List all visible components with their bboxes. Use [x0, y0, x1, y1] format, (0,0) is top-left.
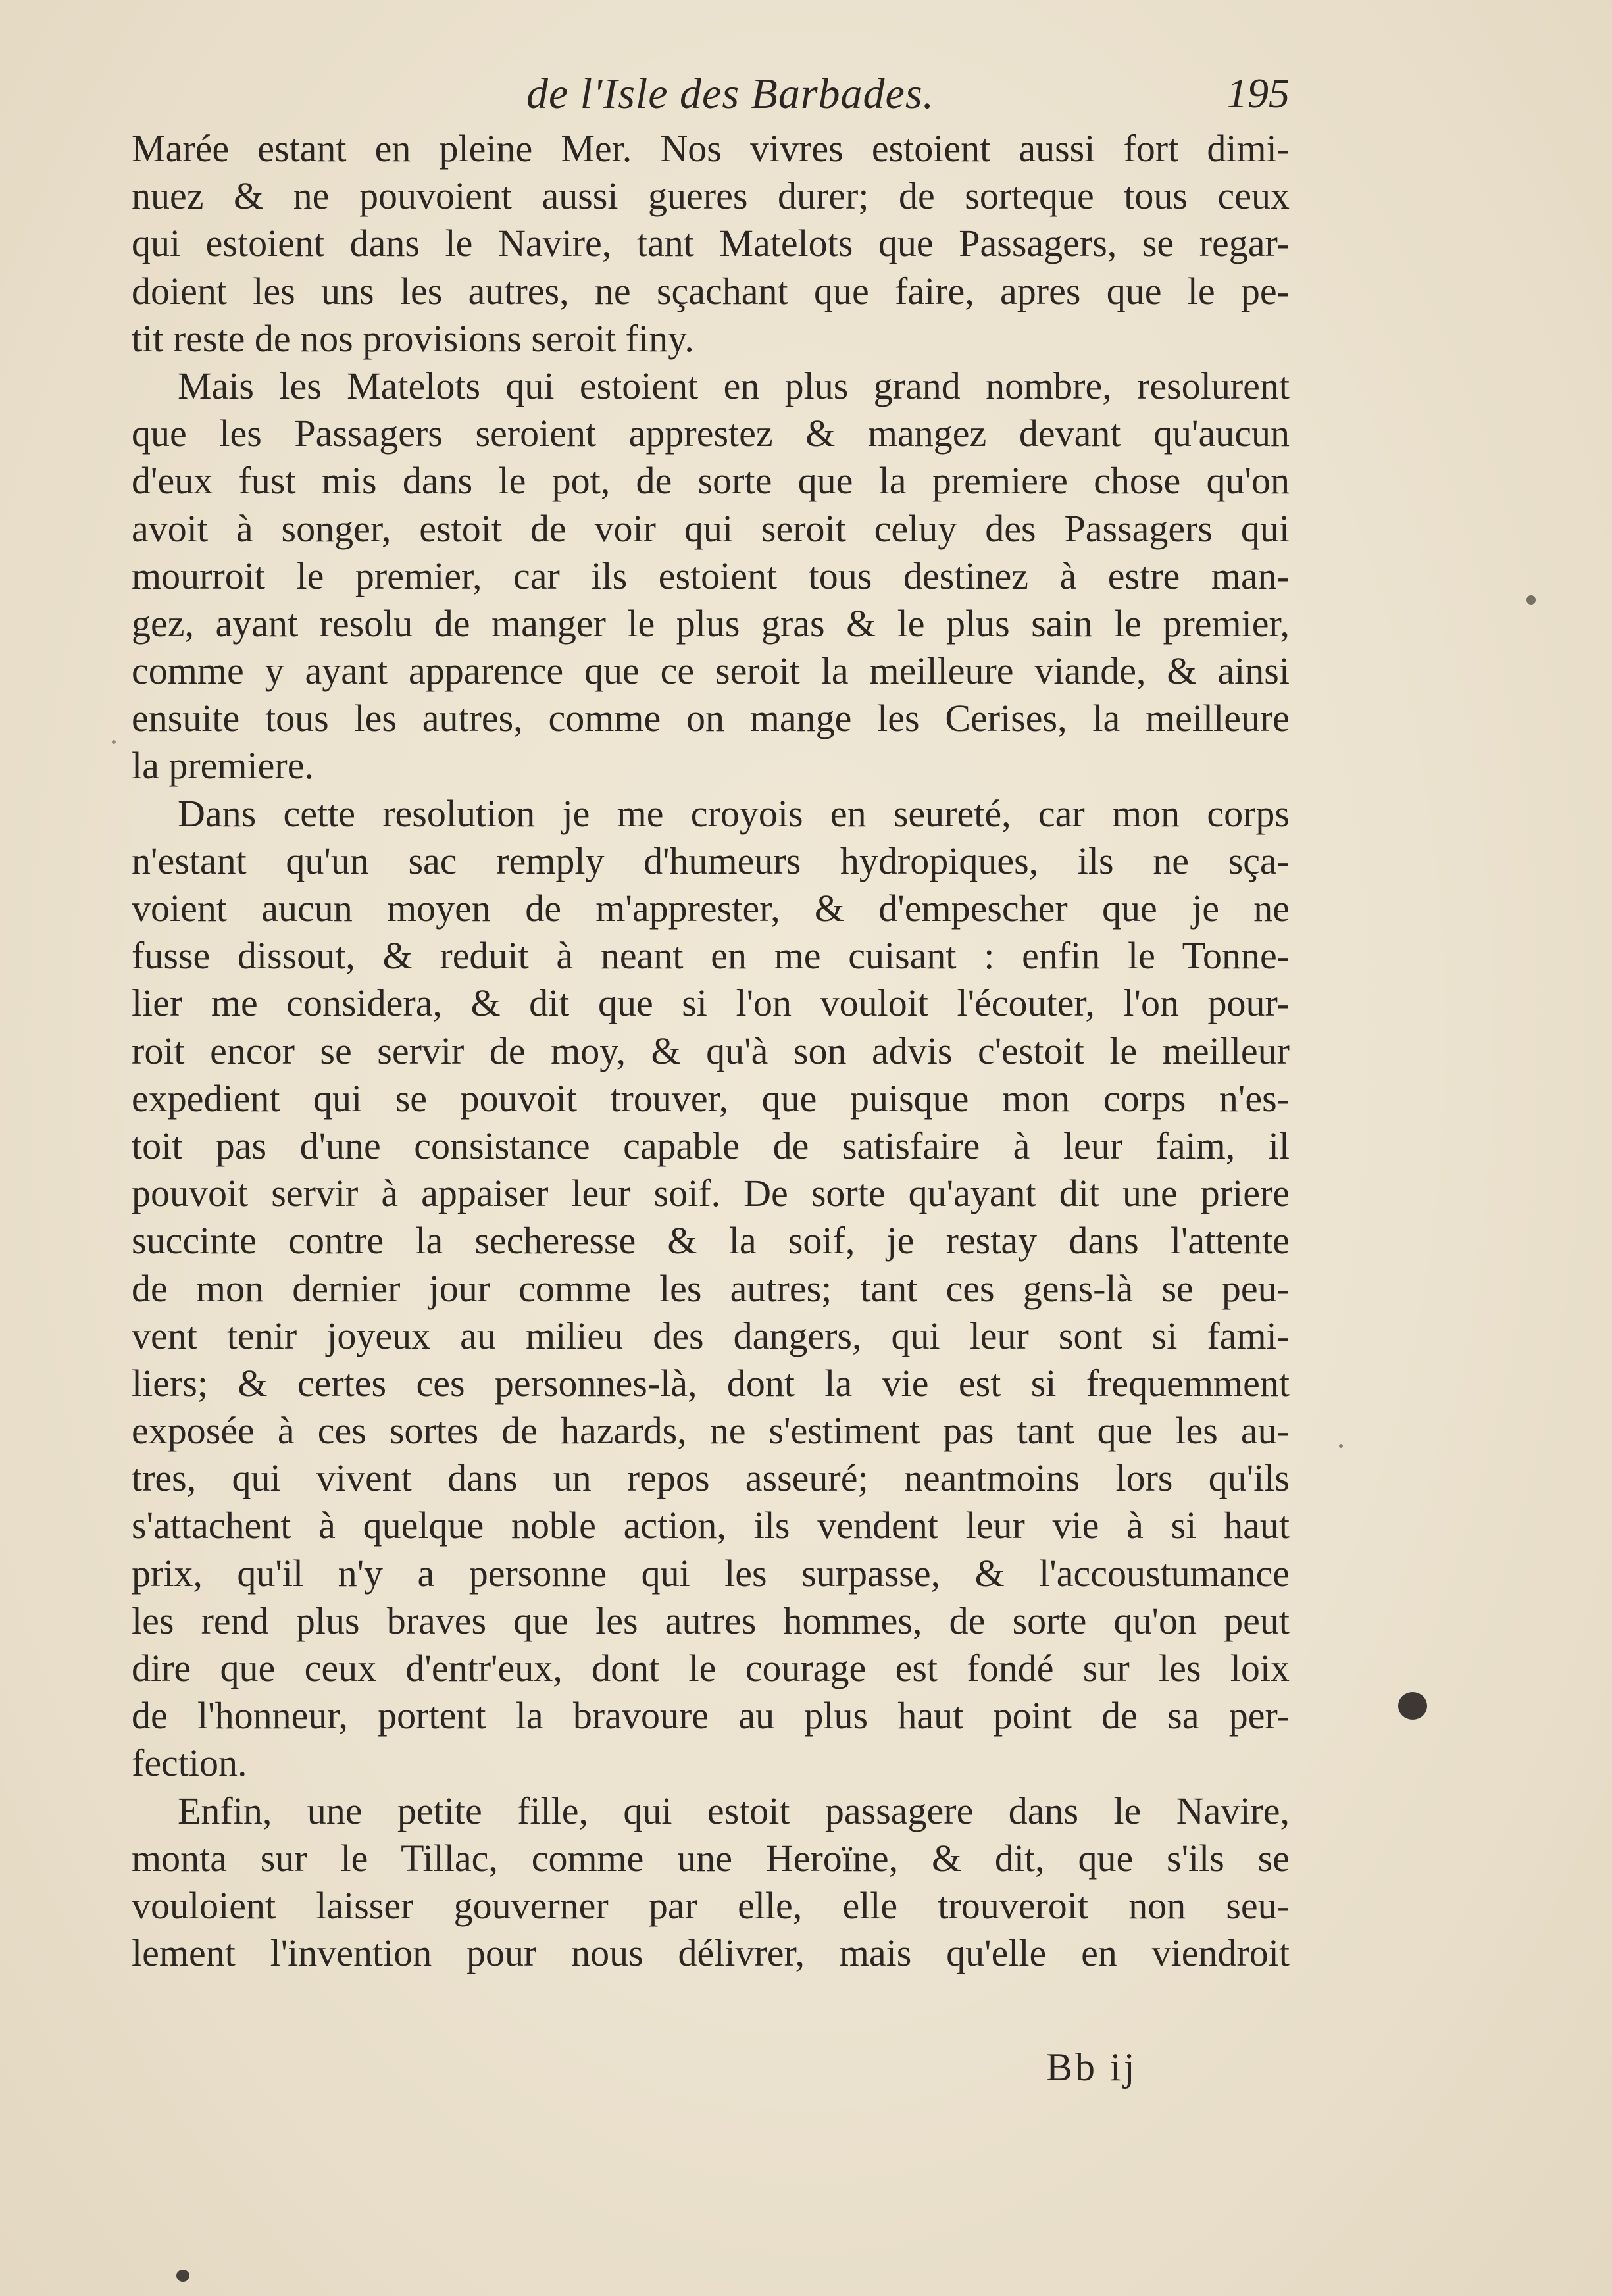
ink-spot: [1339, 1444, 1343, 1448]
text-line: fusse dissout, & reduit à neant en me cuisant : enfin le Tonne-: [132, 934, 1290, 978]
text-line: vouloient laisser gouverner par elle, elle trouveroit non seu-: [132, 1884, 1290, 1927]
text-line: succinte contre la secheresse & la soif, je restay dans l'attente: [132, 1219, 1290, 1262]
text-line: fection.: [132, 1741, 247, 1785]
text-line: toit pas d'une consistance capable de satisfaire à leur faim, il: [132, 1124, 1290, 1167]
paragraph-start-line: Mais les Matelots qui estoient en plus grand nombre, resolurent: [178, 364, 1290, 407]
text-line: lement l'invention pour nous délivrer, mais qu'elle en viendroit: [132, 1932, 1290, 1975]
text-line: avoit à songer, estoit de voir qui seroit celuy des Passagers qui: [132, 507, 1290, 550]
text-line: la premiere.: [132, 744, 314, 787]
text-line: pouvoit servir à appaiser leur soif. De sorte qu'ayant dit une priere: [132, 1172, 1290, 1215]
text-line: exposée à ces sortes de hazards, ne s'estiment pas tant que les au-: [132, 1409, 1290, 1453]
text-line: de mon dernier jour comme les autres; tant ces gens-là se peu-: [132, 1266, 1290, 1310]
text-line: comme y ayant apparence que ce seroit la meilleure viande, & ainsi: [132, 649, 1290, 693]
text-line: expedient qui se pouvoit trouver, que puisque mon corps n'es-: [132, 1076, 1290, 1120]
text-line: nuez & ne pouvoient aussi gueres durer; de sorteque tous ceux: [132, 174, 1290, 218]
text-line: qui estoient dans le Navire, tant Matelots que Passagers, se regar-: [132, 222, 1290, 265]
paragraph-start-line: Dans cette resolution je me croyois en seureté, car mon corps: [178, 791, 1290, 835]
ink-spot: [112, 740, 116, 744]
text-line: doient les uns les autres, ne sçachant que faire, apres que le pe-: [132, 269, 1290, 312]
text-line: s'attachent à quelque noble action, ils vendent leur vie à si haut: [132, 1504, 1290, 1547]
text-line: tit reste de nos provisions seroit finy.: [132, 316, 694, 360]
ink-spot: [176, 2270, 189, 2282]
text-line: que les Passagers seroient apprestez & mangez devant qu'aucun: [132, 412, 1290, 455]
text-line: mourroit le premier, car ils estoient tous destinez à estre man-: [132, 554, 1290, 597]
text-line: liers; & certes ces personnes-là, dont la vie est si frequemment: [132, 1361, 1290, 1405]
text-line: dire que ceux d'entr'eux, dont le courage est fondé sur les loix: [132, 1647, 1290, 1689]
text-line: tres, qui vivent dans un repos asseuré; neantmoins lors qu'ils: [132, 1457, 1290, 1500]
text-line: gez, ayant resolu de manger le plus gras & le plus sain le premier,: [132, 601, 1290, 645]
text-line: voient aucun moyen de m'apprester, & d'empescher que je ne: [132, 887, 1290, 930]
paragraph-start-line: Enfin, une petite fille, qui estoit passagere dans le Navire,: [178, 1789, 1290, 1832]
text-line: Marée estant en pleine Mer. Nos vivres estoient aussi fort dimi-: [132, 127, 1290, 170]
body-text: [132, 125, 1290, 1977]
text-line: de l'honneur, portent la bravoure au plus haut point de sa per-: [132, 1694, 1290, 1737]
ink-spot: [1526, 595, 1536, 605]
text-line: monta sur le Tillac, comme une Heroïne, & dit, que s'ils se: [132, 1836, 1290, 1880]
text-line: d'eux fust mis dans le pot, de sorte que la premiere chose qu'on: [132, 459, 1290, 503]
running-head: [132, 69, 1290, 128]
text-line: vent tenir joyeux au milieu des dangers, qui leur sont si fami-: [132, 1314, 1290, 1357]
ink-spot: [1398, 1692, 1427, 1720]
text-line: roit encor se servir de moy, & qu'à son advis c'estoit le meilleur: [132, 1029, 1290, 1072]
signature-mark: Bb ij: [1046, 2045, 1138, 2089]
text-line: lier me considera, & dit que si l'on vouloit l'écouter, l'on pour-: [132, 982, 1290, 1025]
text-line: les rend plus braves que les autres hommes, de sorte qu'on peut: [132, 1599, 1290, 1642]
running-title: de l'Isle des Barbades.: [526, 70, 934, 118]
text-line: ensuite tous les autres, comme on mange les Cerises, la meilleure: [132, 697, 1290, 740]
text-line: n'estant qu'un sac remply d'humeurs hydropiques, ils ne sça-: [132, 839, 1290, 882]
page-number: 195: [1226, 70, 1290, 116]
text-line: prix, qu'il n'y a personne qui les surpasse, & l'accoustumance: [132, 1551, 1290, 1595]
